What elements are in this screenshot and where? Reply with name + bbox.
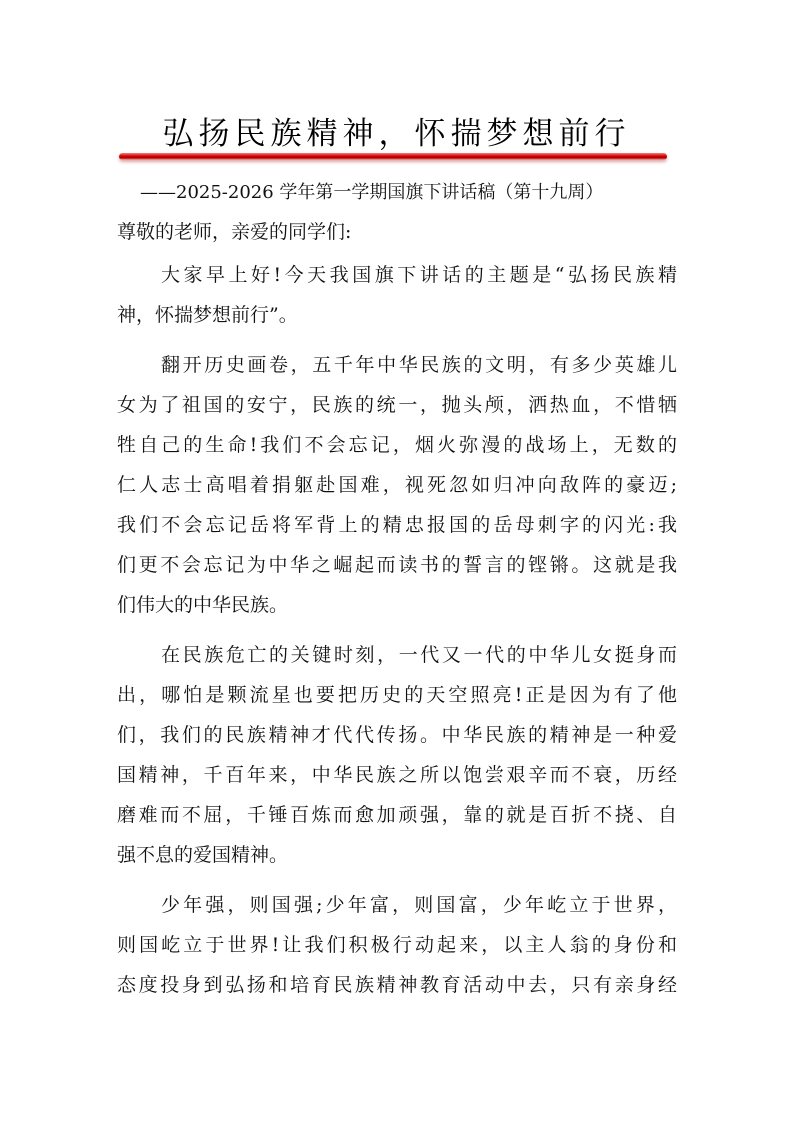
paragraph-line: 们，我们的民族精神才代代传扬。中华民族的精神是一种爱 <box>117 724 677 746</box>
greeting-line: 尊敬的老师，亲爱的同学们: <box>117 221 352 243</box>
paragraph <box>117 255 677 335</box>
paragraph-line: 出，哪怕是颗流星也要把历史的天空照亮!正是因为有了他 <box>117 684 677 706</box>
paragraph-line: 我们不会忘记岳将军背上的精忠报国的岳母刺字的闪光:我 <box>117 514 677 536</box>
document-subtitle: ——2025-2026 学年第一学期国旗下讲话稿（第十九周） <box>140 182 604 203</box>
document-title: 弘扬民族精神，怀揣梦想前行 <box>162 116 631 152</box>
speech-body <box>117 255 677 1015</box>
paragraph-line: 牲自己的生命!我们不会忘记，烟火弥漫的战场上，无数的 <box>117 434 677 456</box>
paragraph-line: 则国屹立于世界!让我们积极行动起来，以主人翁的身份和 <box>117 934 677 956</box>
paragraph-line: 女为了祖国的安宁，民族的统一，抛头颅，洒热血，不惜牺 <box>117 394 677 416</box>
paragraph-line: 翻开历史画卷，五千年中华民族的文明，有多少英雄儿 <box>161 354 677 376</box>
paragraph <box>117 885 677 1005</box>
paragraph-line: 强不息的爱国精神。 <box>117 844 289 866</box>
paragraph <box>117 635 677 875</box>
paragraph-line: 态度投身到弘扬和培育民族精神教育活动中去，只有亲身经 <box>117 974 677 996</box>
paragraph <box>117 345 677 625</box>
paragraph-line: 磨难而不屈，千锤百炼而愈加顽强，靠的就是百折不挠、自 <box>117 804 677 826</box>
title-underline-rule <box>119 153 667 160</box>
paragraph-line: 仁人志士高唱着捐躯赴国难，视死忽如归冲向敌阵的豪迈; <box>117 474 677 496</box>
paragraph-line: 神，怀揣梦想前行”。 <box>117 304 298 326</box>
paragraph-line: 少年强，则国强;少年富，则国富，少年屹立于世界， <box>161 894 677 916</box>
paragraph-line: 们伟大的中华民族。 <box>117 594 289 616</box>
paragraph-line: 们更不会忘记为中华之崛起而读书的誓言的铿锵。这就是我 <box>117 554 677 576</box>
paragraph-line: 国精神，千百年来，中华民族之所以饱尝艰辛而不衰，历经 <box>117 764 677 786</box>
paragraph-line: 在民族危亡的关键时刻，一代又一代的中华儿女挺身而 <box>161 644 677 666</box>
paragraph-line: 大家早上好!今天我国旗下讲话的主题是“弘扬民族精 <box>161 264 677 286</box>
